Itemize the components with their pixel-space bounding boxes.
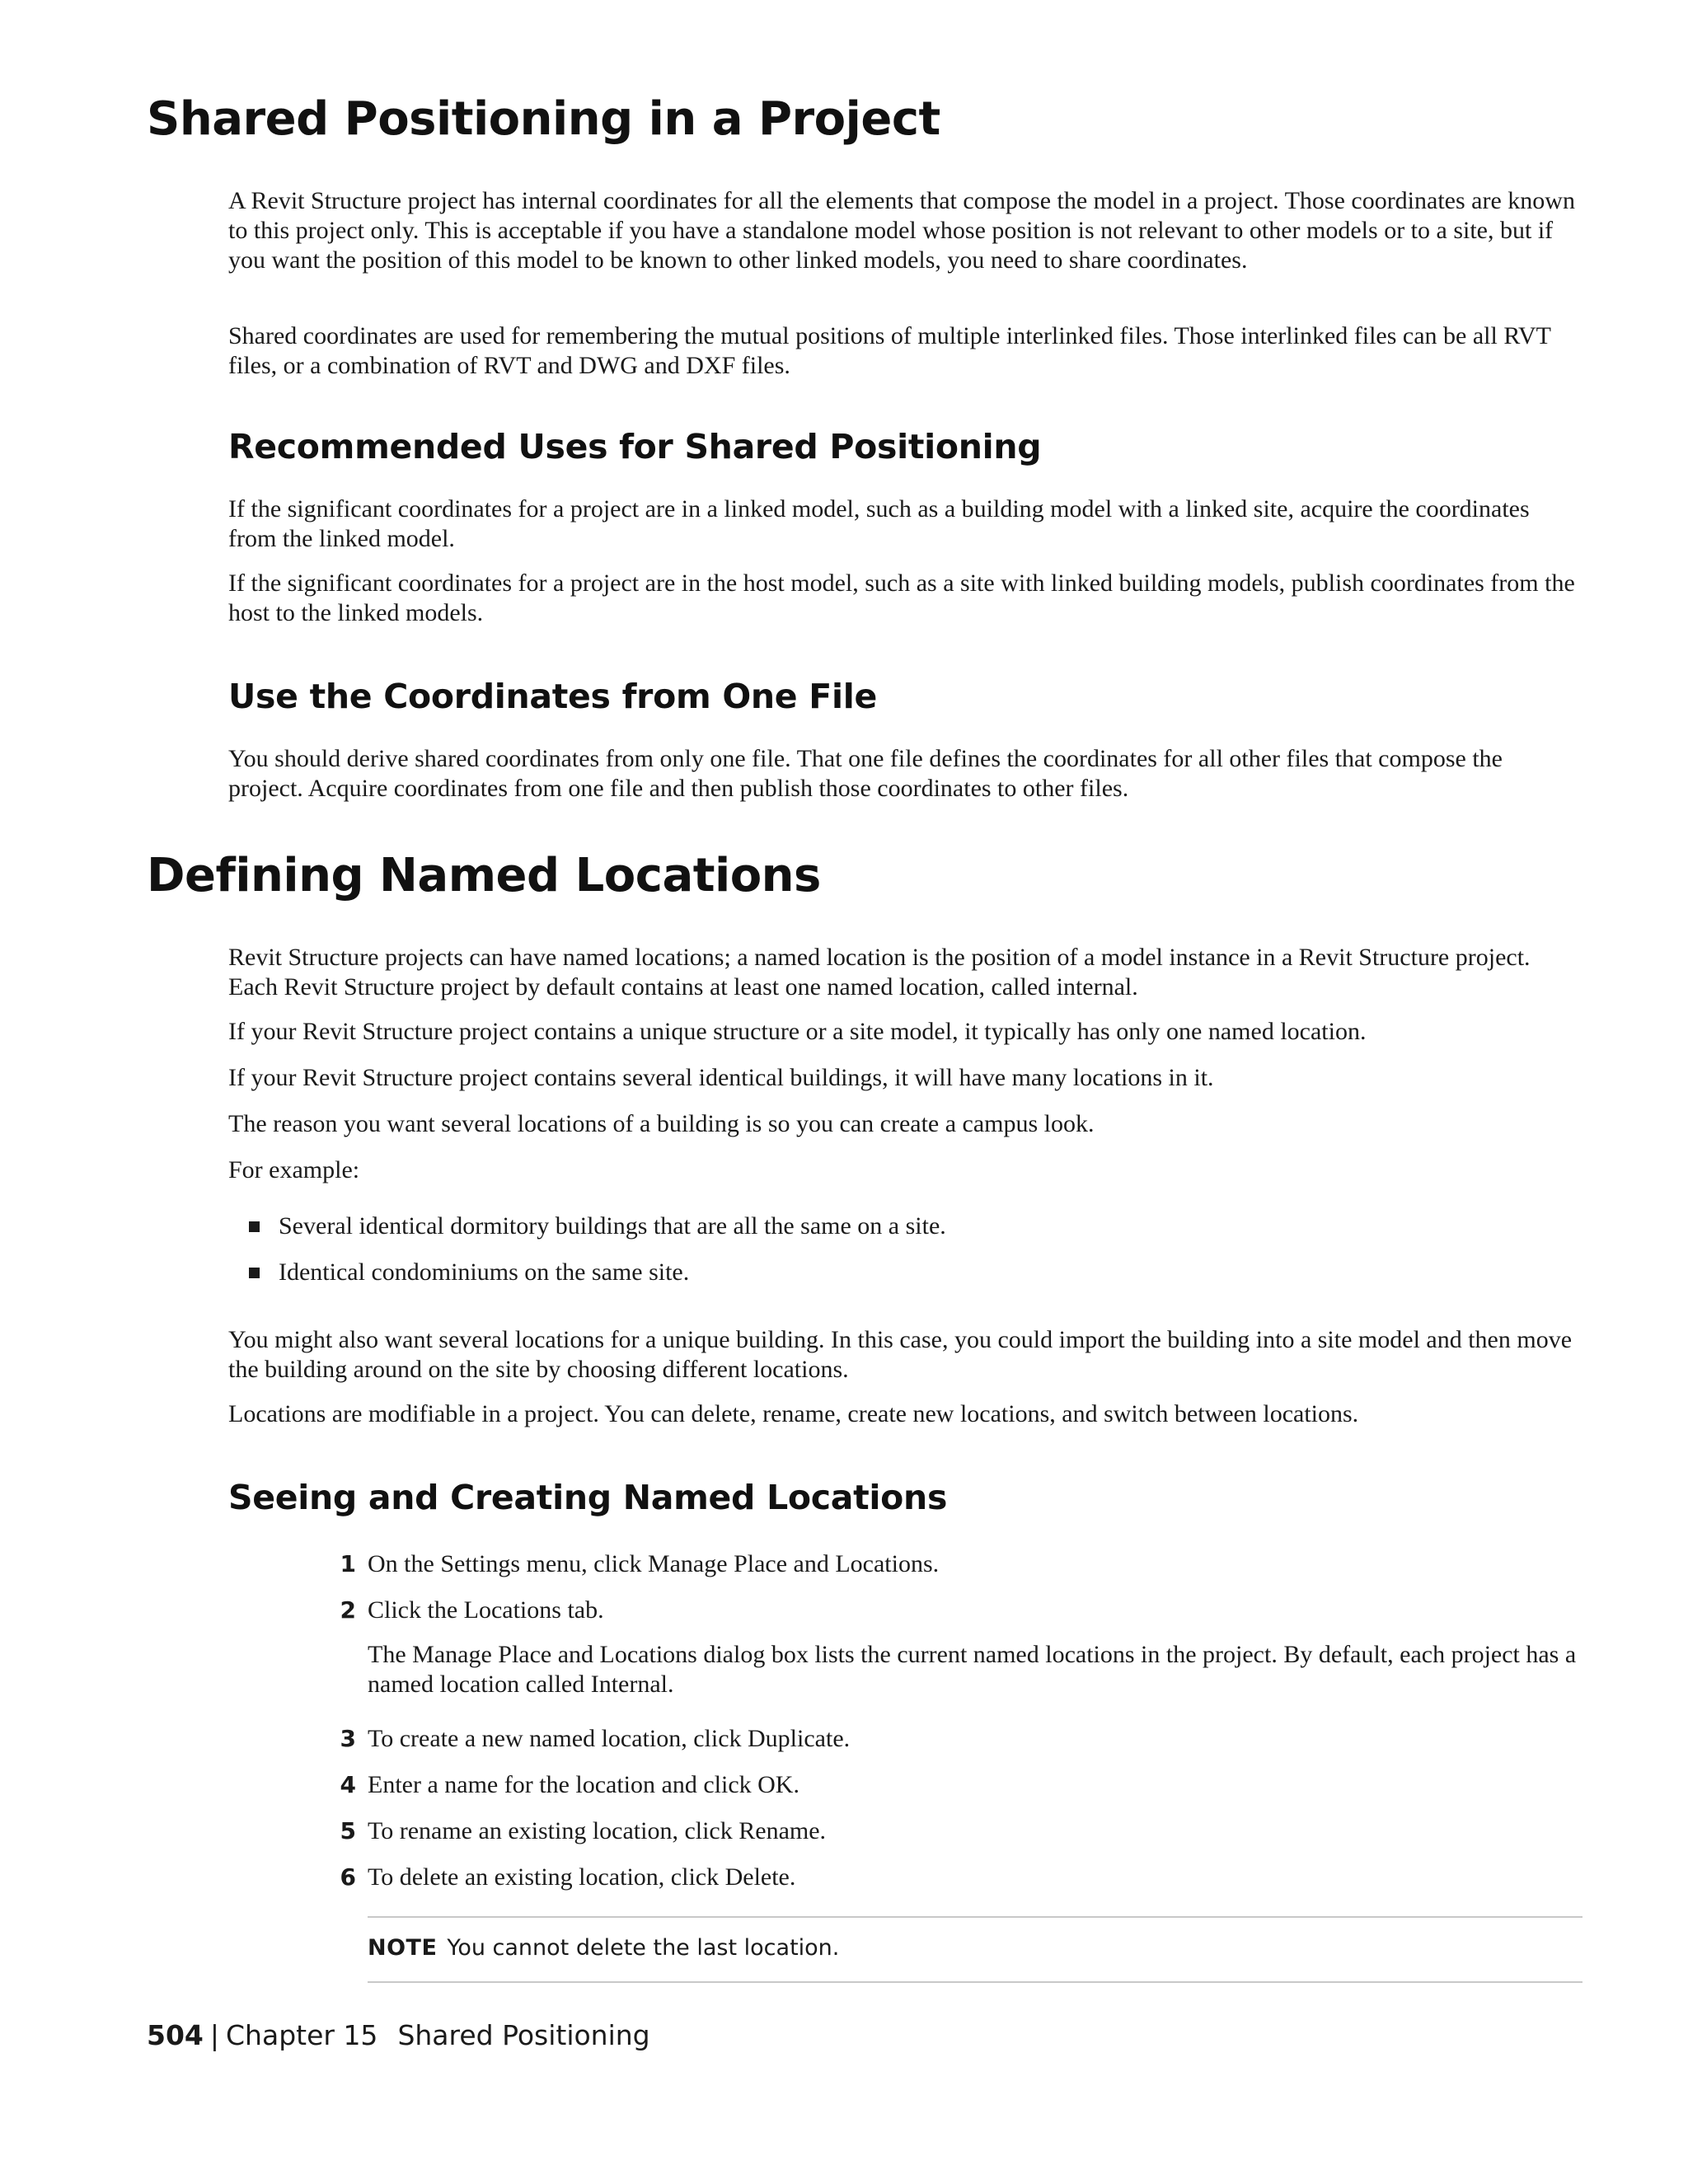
step-text: On the Settings menu, click Manage Place and Locations. (368, 1550, 940, 1577)
step-number: 6 (340, 1863, 356, 1891)
paragraph: You should derive shared coordinates from only one file. That one file defines the coordinates for all other files that compose the project. Acquire coordinates from one file and then publish those coordinates to other files. (228, 745, 1503, 802)
subsection-title-recommended-uses: Recommended Uses for Shared Positioning (228, 427, 1042, 466)
step-text: To create a new named location, click Duplicate. (368, 1725, 851, 1752)
paragraph: If the significant coordinates for a project are in the host model, such as a site with linked building models, publish coordinates from the host to the linked models. (228, 569, 1575, 626)
note (368, 1933, 839, 1963)
paragraph: If the significant coordinates for a project are in a linked model, such as a building model with a linked site, acquire the coordinates from the linked model. (228, 495, 1530, 552)
paragraph: A Revit Structure project has internal coordinates for all the elements that compose the model in a project. Those coordinates are known to this project only. This is acceptable if you have a standalone model whose position is not relevant to other models or to a site, but if you want the position of this model to be known to other linked models, you need to share coordinates. (228, 187, 1575, 274)
step-number: 4 (340, 1771, 356, 1798)
note-label: NOTE (368, 1935, 438, 1961)
step-detail-text: The Manage Place and Locations dialog box lists the current named locations in the project. By default, each project has a named location called Internal. (368, 1641, 1577, 1698)
step-number: 3 (340, 1725, 356, 1752)
bullet-square-icon (249, 1221, 260, 1232)
subsection-title-use-coordinates: Use the Coordinates from One File (228, 677, 877, 716)
paragraph: For example: (228, 1156, 360, 1183)
step-number: 5 (340, 1817, 356, 1844)
step-number: 2 (340, 1596, 356, 1624)
list-item-text: Identical condominiums on the same site. (279, 1258, 690, 1286)
section-title-defining-named-locations: Defining Named Locations (147, 849, 821, 902)
paragraph: If your Revit Structure project contains a unique structure or a site model, it typically has only one named location. (228, 1018, 1367, 1045)
paragraph: Shared coordinates are used for remembering the mutual positions of multiple interlinked files. Those interlinked files can be all RVT files, or a combination of RVT and DWG and DXF files. (228, 322, 1551, 379)
paragraph: If your Revit Structure project contains several identical buildings, it will have many locations in it. (228, 1064, 1214, 1091)
paragraph: You might also want several locations for a unique building. In this case, you could import the building into a site model and then move the building around on the site by choosing different locations. (228, 1326, 1573, 1383)
note-bottom-rule (368, 1981, 1582, 1983)
paragraph: The reason you want several locations of a building is so you can create a campus look. (228, 1110, 1095, 1137)
bullet-square-icon (249, 1268, 260, 1278)
subsection-title-seeing-creating: Seeing and Creating Named Locations (228, 1478, 948, 1517)
step-text: Enter a name for the location and click OK. (368, 1771, 799, 1798)
page-number: 504 (147, 2019, 204, 2051)
footer-separator: | (209, 2019, 220, 2051)
note-top-rule (368, 1916, 1582, 1918)
section-title-shared-positioning: Shared Positioning in a Project (147, 92, 940, 146)
step-text: To delete an existing location, click Delete. (368, 1863, 796, 1891)
list-item-text: Several identical dormitory buildings that are all the same on a site. (279, 1212, 946, 1240)
step-text: Click the Locations tab. (368, 1596, 604, 1624)
page-footer (147, 2019, 650, 2052)
paragraph: Revit Structure projects can have named locations; a named location is the position of a model instance in a Revit Structure project. Each Revit Structure project by default contains at least one named location, called internal. (228, 944, 1531, 1001)
paragraph: Locations are modifiable in a project. You can delete, rename, create new locations, and switch between locations. (228, 1400, 1359, 1427)
footer-chapter: Chapter 15 (226, 2019, 378, 2051)
footer-chapter-title: Shared Positioning (397, 2019, 650, 2051)
note-text: You cannot delete the last location. (447, 1935, 840, 1961)
step-number: 1 (340, 1550, 356, 1577)
step-text: To rename an existing location, click Rename. (368, 1817, 827, 1844)
